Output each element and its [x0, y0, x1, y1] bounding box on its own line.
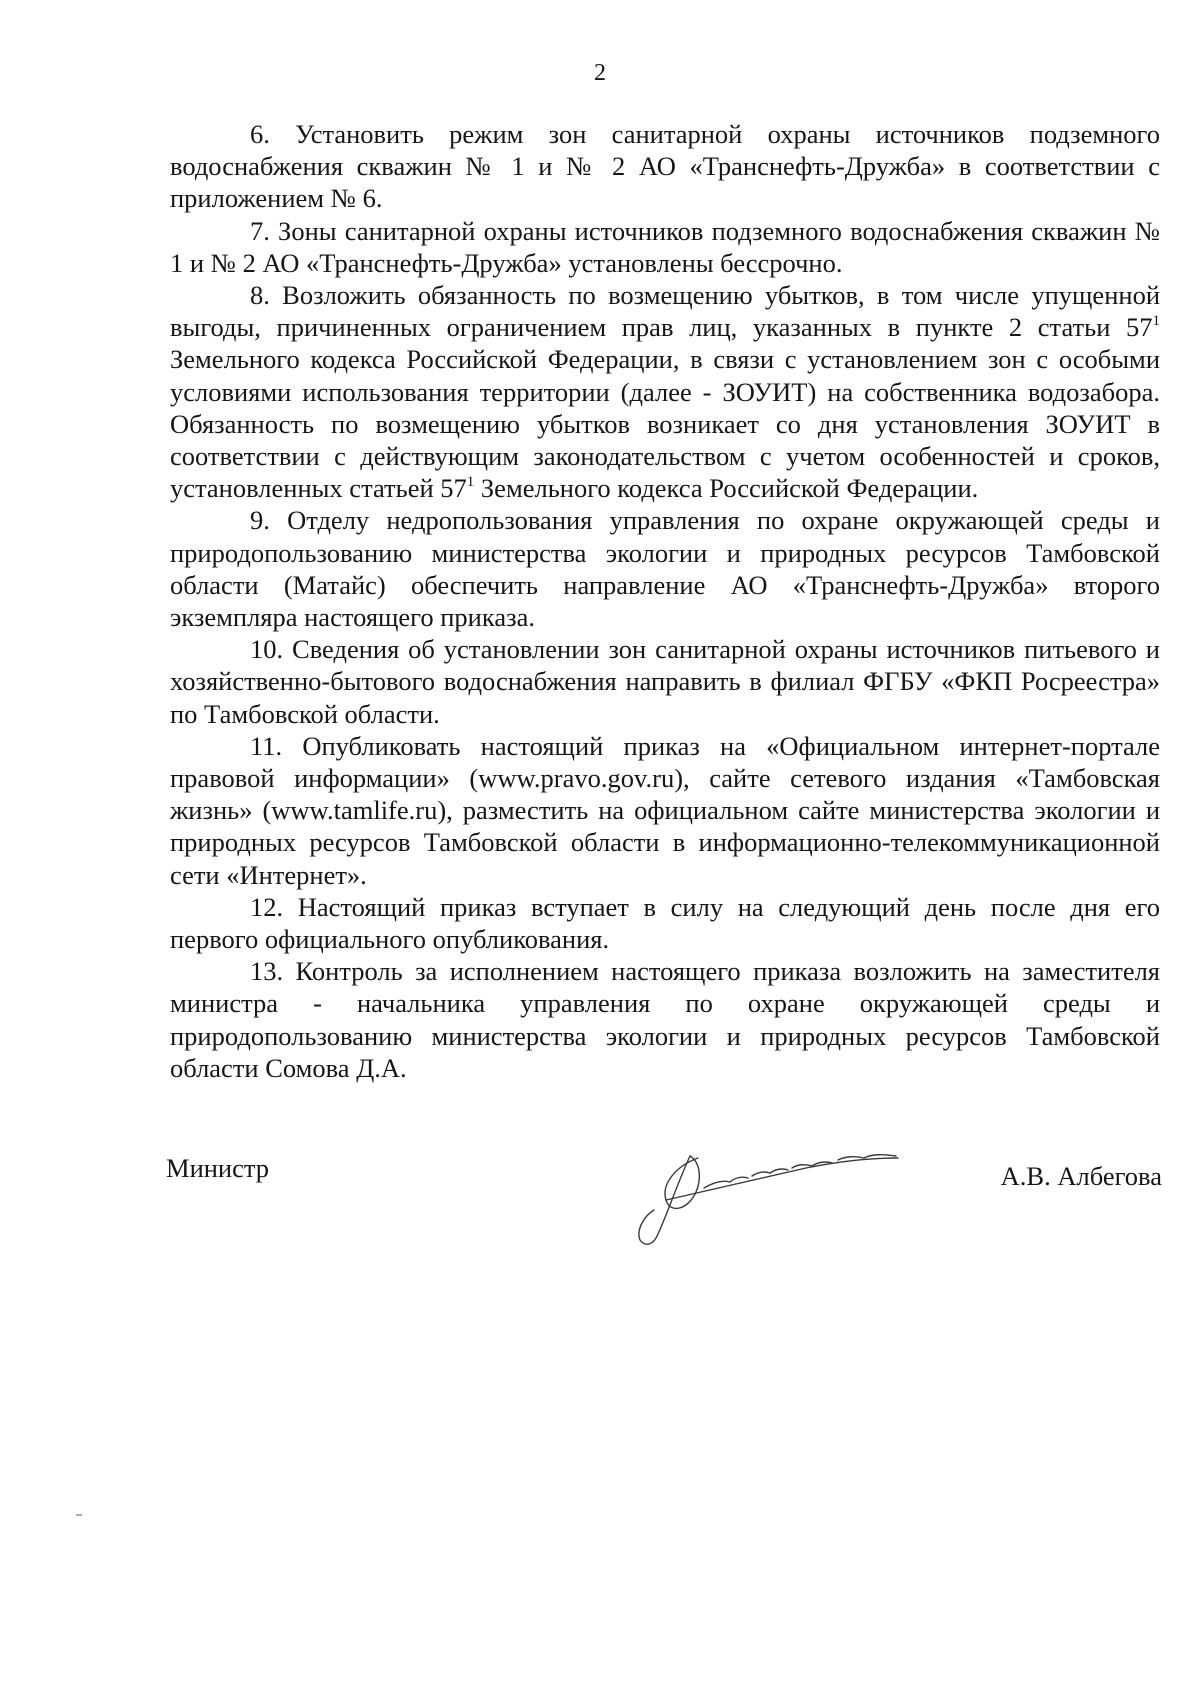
- scan-speck: [76, 1514, 82, 1516]
- signature-block: [166, 1152, 1162, 1262]
- paragraph-7: 7. Зоны санитарной охраны источников подземного водоснабжения скважин № 1 и № 2 АО «Транснефть-Дружба» установлены бессрочно.: [170, 215, 1160, 278]
- paragraph-8-part-c: Земельного кодекса Российской Федерации.: [474, 473, 979, 504]
- handwritten-signature: [606, 1122, 906, 1252]
- paragraph-6: 6. Установить режим зон санитарной охраны источников подземного водоснабжения скважин № 1 и № 2 АО «Транснефть-Дружба» в соответствии с приложением № 6.: [170, 119, 1160, 214]
- superscript: 1: [1152, 313, 1160, 330]
- paragraph-8-part-b: Земельного кодекса Российской Федерации, в связи с установлением зон с особыми условиями использования территории (далее - ЗОУИТ) на собственника водозабора. Обязанность по возмещению убытков возникает со дня установления ЗОУИТ в соответствии с действующим законодательством с учетом особенностей и сроков, установленных статьей 57: [170, 344, 1160, 504]
- paragraph-10: 10. Сведения об установлении зон санитарной охраны источников питьевого и хозяйственно-бытового водоснабжения направить в филиал ФГБУ «ФКП Росреестра» по Тамбовской области.: [170, 634, 1160, 729]
- paragraph-8-part-a: 8. Возложить обязанность по возмещению убытков, в том числе упущенной выгоды, причиненных ограничением прав лиц, указанных в пункте 2 статьи 57: [170, 280, 1160, 343]
- paragraph-9: 9. Отделу недропользования управления по охране окружающей среды и природопользованию министерства экологии и природных ресурсов Тамбовской области (Матайс) обеспечить направление АО «Транснефть-Дружба» второго экземпляра настоящего приказа.: [170, 505, 1160, 633]
- paragraph-8: [170, 279, 1160, 504]
- paragraph-11: 11. Опубликовать настоящий приказ на «Официальном интернет-портале правовой информации» (www.pravo.gov.ru), сайте сетевого издания «Тамбовская жизнь» (www.tamlife.ru), разместить на официальном сайте министерства экологии и природных ресурсов Тамбовской области в информационно-телекоммуникационной сети «Интернет».: [170, 730, 1160, 890]
- paragraph-13: 13. Контроль за исполнением настоящего приказа возложить на заместителя министра - начальника управления по охране окружающей среды и природопользованию министерства экологии и природных ресурсов Тамбовской области Сомова Д.А.: [170, 956, 1160, 1083]
- signatory-name: А.В. Албегова: [1000, 1161, 1162, 1191]
- signatory-title: Министр: [166, 1153, 270, 1183]
- document-body: [170, 118, 1160, 1084]
- superscript: 1: [466, 474, 475, 491]
- paragraph-12: 12. Настоящий приказ вступает в силу на следующий день после дня его первого официального опубликования.: [170, 891, 1160, 955]
- page-number: 2: [594, 60, 606, 86]
